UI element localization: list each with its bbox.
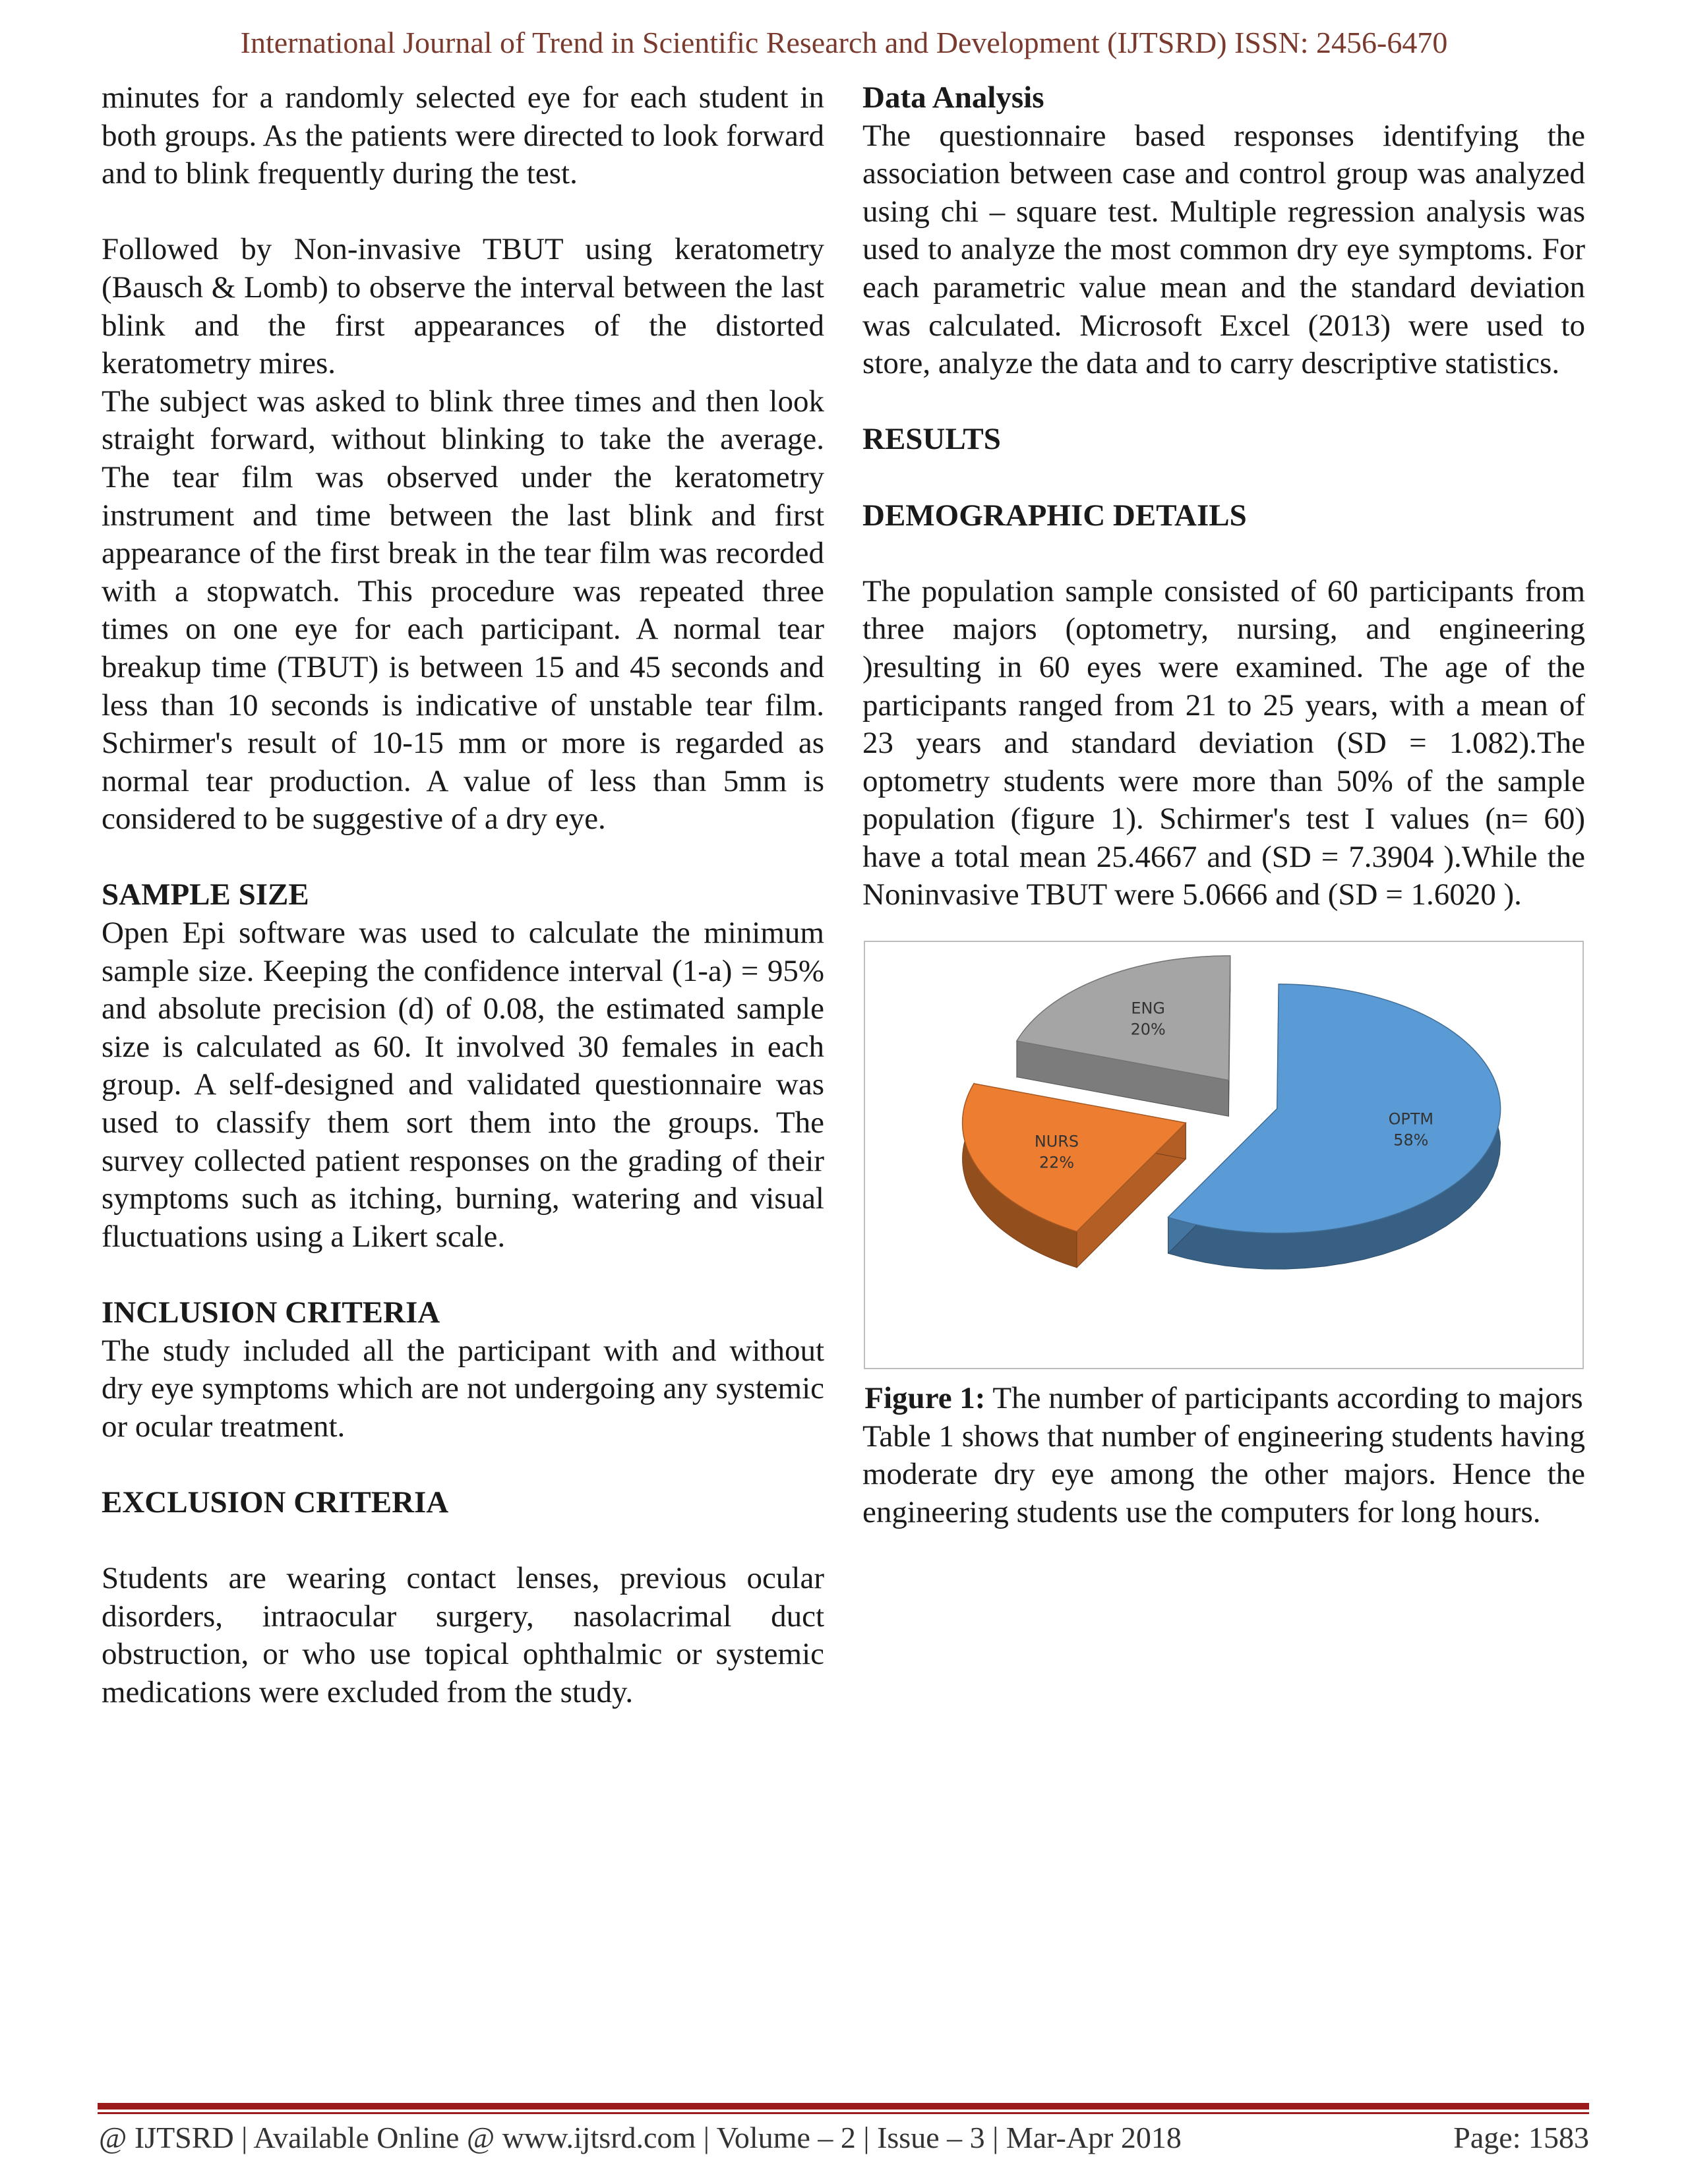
- journal-header: International Journal of Trend in Scientific Research and Development (IJTSRD) ISSN: 2456-6470: [240, 26, 1448, 59]
- pie-chart-svg: [865, 942, 1582, 1368]
- left-column: [102, 79, 824, 1712]
- heading-inclusion-criteria: INCLUSION CRITERIA: [102, 1295, 440, 1330]
- pie-value-optm: 58%: [1393, 1131, 1429, 1150]
- figure-1-caption-label: Figure 1:: [864, 1381, 986, 1416]
- heading-results: RESULTS: [862, 422, 1001, 457]
- paragraph-methods-intro: minutes for a randomly selected eye for each student in both groups. As the patients were directed to look forward and to blink frequently during the test.: [102, 80, 824, 191]
- paragraph-exclusion-criteria: Students are wearing contact lenses, previous ocular disorders, intraocular surgery, nasolacrimal duct obstruction, or who use topical ophthalmic or systemic medications were excluded from the study.: [102, 1561, 824, 1709]
- heading-exclusion-criteria: EXCLUSION CRITERIA: [102, 1485, 449, 1520]
- heading-demographic-details: DEMOGRAPHIC DETAILS: [862, 498, 1247, 533]
- paragraph-tbut-procedure: The subject was asked to blink three times and then look straight forward, without blinking to take the average. The tear film was observed under the keratometry instrument and time between the last blink and first appearance of the first break in the tear film was recorded with a stopwatch. This procedure was repeated three times on one eye for each participant. A normal tear breakup time (TBUT) is between 15 and 45 seconds and less than 10 seconds is indicative of unstable tear film. Schirmer's result of 10-15 mm or more is regarded as normal tear production. A value of less than 5mm is considered to be suggestive of a dry eye.: [102, 384, 824, 837]
- paragraph-inclusion-criteria: The study included all the participant with and without dry eye symptoms which are not undergoing any systemic or ocular treatment.: [102, 1333, 824, 1444]
- footer-rule-thick: [98, 2103, 1589, 2110]
- heading-sample-size: SAMPLE SIZE: [102, 877, 309, 912]
- pie-label-optm: OPTM: [1388, 1109, 1434, 1129]
- paragraph-table-1-summary: Table 1 shows that number of engineering students having moderate dry eye among the other majors. Hence the engineering students use the computers for long hours.: [862, 1419, 1585, 1529]
- figure-1-pie-chart: [864, 941, 1584, 1369]
- footer-page-number: Page: 1583: [1453, 2121, 1589, 2154]
- footer-rule-thin: [98, 2112, 1589, 2114]
- page-footer: [99, 2120, 1589, 2160]
- paragraph-demographic-details: The population sample consisted of 60 participants from three majors (optometry, nursing, and engineering )resulting in 60 eyes were examined. The age of the participants ranged from 21 to 25 years, with a mean of 23 years and standard deviation (SD = 1.082).The optometry students were more than 50% of the sample population (figure 1). Schirmer's test I values (n= 60) have a total mean 25.4667 and (SD = 7.3904 ).While the Noninvasive TBUT were 5.0666 and (SD = 1.6020 ).: [862, 574, 1585, 912]
- figure-1-caption-text: The number of participants according to majors: [992, 1381, 1583, 1416]
- paragraph-tbut-method: Followed by Non-invasive TBUT using keratometry (Bausch & Lomb) to observe the interval between the last blink and the first appearances of the distorted keratometry mires.: [102, 232, 824, 381]
- heading-data-analysis: Data Analysis: [862, 80, 1044, 115]
- figure-1-caption: [862, 1380, 1585, 1418]
- pie-label-eng: ENG: [1131, 999, 1165, 1018]
- pie-value-eng: 20%: [1130, 1020, 1166, 1039]
- right-column: [862, 79, 1585, 1531]
- footer-citation: @ IJTSRD | Available Online @ www.ijtsrd.com | Volume – 2 | Issue – 3 | Mar-Apr 2018: [99, 2121, 1182, 2154]
- paragraph-sample-size: Open Epi software was used to calculate the minimum sample size. Keeping the confidence interval (1-a) = 95% and absolute precision (d) of 0.08, the estimated sample size is calculated as 60. It involved 30 females in each group. A self-designed and validated questionnaire was used to classify them sort them into the groups. The survey collected patient responses on the grading of their symptoms such as itching, burning, watering and visual fluctuations using a Likert scale.: [102, 916, 824, 1254]
- paragraph-data-analysis: The questionnaire based responses identifying the association between case and control group was analyzed using chi – square test. Multiple regression analysis was used to analyze the most common dry eye symptoms. For each parametric value mean and the standard deviation was calculated. Microsoft Excel (2013) were used to store, analyze the data and to carry descriptive statistics.: [862, 118, 1585, 381]
- pie-label-nurs: NURS: [1034, 1132, 1079, 1151]
- pie-value-nurs: 22%: [1039, 1153, 1075, 1172]
